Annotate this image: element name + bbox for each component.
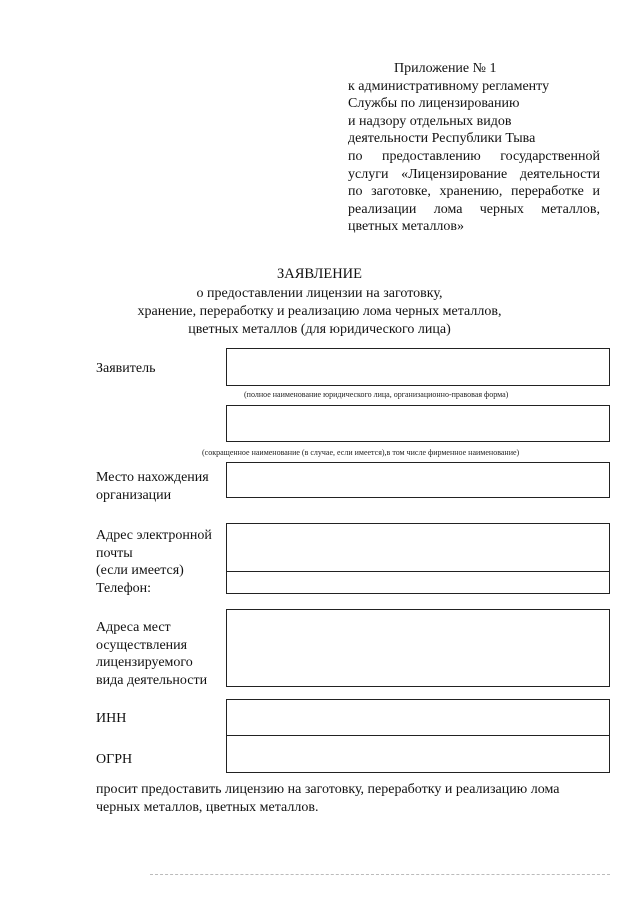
short-name-caption: (сокращенное наименование (в случае, если имеется),в том числе фирменное наименование) <box>202 448 520 457</box>
inn-field[interactable] <box>226 699 610 736</box>
annex-title: Приложение № 1 <box>394 61 497 76</box>
annex-line: к административному регламенту <box>348 78 550 94</box>
full-name-field[interactable] <box>226 348 610 386</box>
activity-label <box>96 619 207 689</box>
footer-divider <box>150 874 610 876</box>
short-name-field[interactable] <box>226 405 610 442</box>
activity-label-line: вида деятельности <box>96 672 208 688</box>
document-subtitle-line: хранение, переработку и реализацию лома черных металлов, <box>137 304 502 319</box>
location-label-line: Место нахождения <box>96 470 209 485</box>
document-subtitle-line: о предоставлении лицензии на заготовку, <box>196 286 443 301</box>
annex-line: услуги «Лицензирование деятельности <box>348 166 600 182</box>
request-text <box>96 781 606 816</box>
annex-line: цветных металлов» <box>348 219 465 235</box>
annex-line: по заготовке, хранению, переработке и <box>348 184 600 200</box>
full-name-caption: (полное наименование юридического лица, организационно-правовая форма) <box>244 390 509 399</box>
annex-line: и надзору отдельных видов <box>348 113 512 129</box>
activity-label-line: Адреса мест <box>96 620 171 635</box>
activity-label-line: лицензируемого <box>96 655 193 671</box>
contact-label <box>96 527 212 597</box>
document-title: ЗАЯВЛЕНИЕ <box>276 266 363 282</box>
email-label-line: Адрес электронной <box>96 528 212 543</box>
inn-label: ИНН <box>96 711 127 726</box>
document-subtitle-line: цветных металлов (для юридического лица) <box>188 322 451 337</box>
phone-field[interactable] <box>227 572 609 593</box>
ogrn-field[interactable] <box>226 735 610 773</box>
email-label-line: (если имеется) <box>96 563 184 579</box>
activity-addresses-field[interactable] <box>226 609 610 687</box>
request-line: черных металлов, цветных металлов. <box>96 799 319 815</box>
location-label <box>96 469 209 504</box>
phone-label: Телефон: <box>96 580 152 596</box>
annex-line: деятельности Республики Тыва <box>348 131 536 147</box>
email-label-line: почты <box>96 545 133 561</box>
annex-line: Службы по лицензированию <box>348 96 520 112</box>
annex-block <box>348 60 600 236</box>
applicant-label: Заявитель <box>96 361 156 376</box>
activity-label-line: осуществления <box>96 637 188 653</box>
location-label-line: организации <box>96 487 172 503</box>
request-line: просит предоставить лицензию на заготовку, переработку и реализацию лома <box>96 782 560 797</box>
location-field[interactable] <box>226 462 610 498</box>
annex-line: по предоставлению государственной <box>348 148 600 164</box>
ogrn-label: ОГРН <box>96 752 133 767</box>
annex-line: реализации лома черных металлов, <box>348 201 600 217</box>
